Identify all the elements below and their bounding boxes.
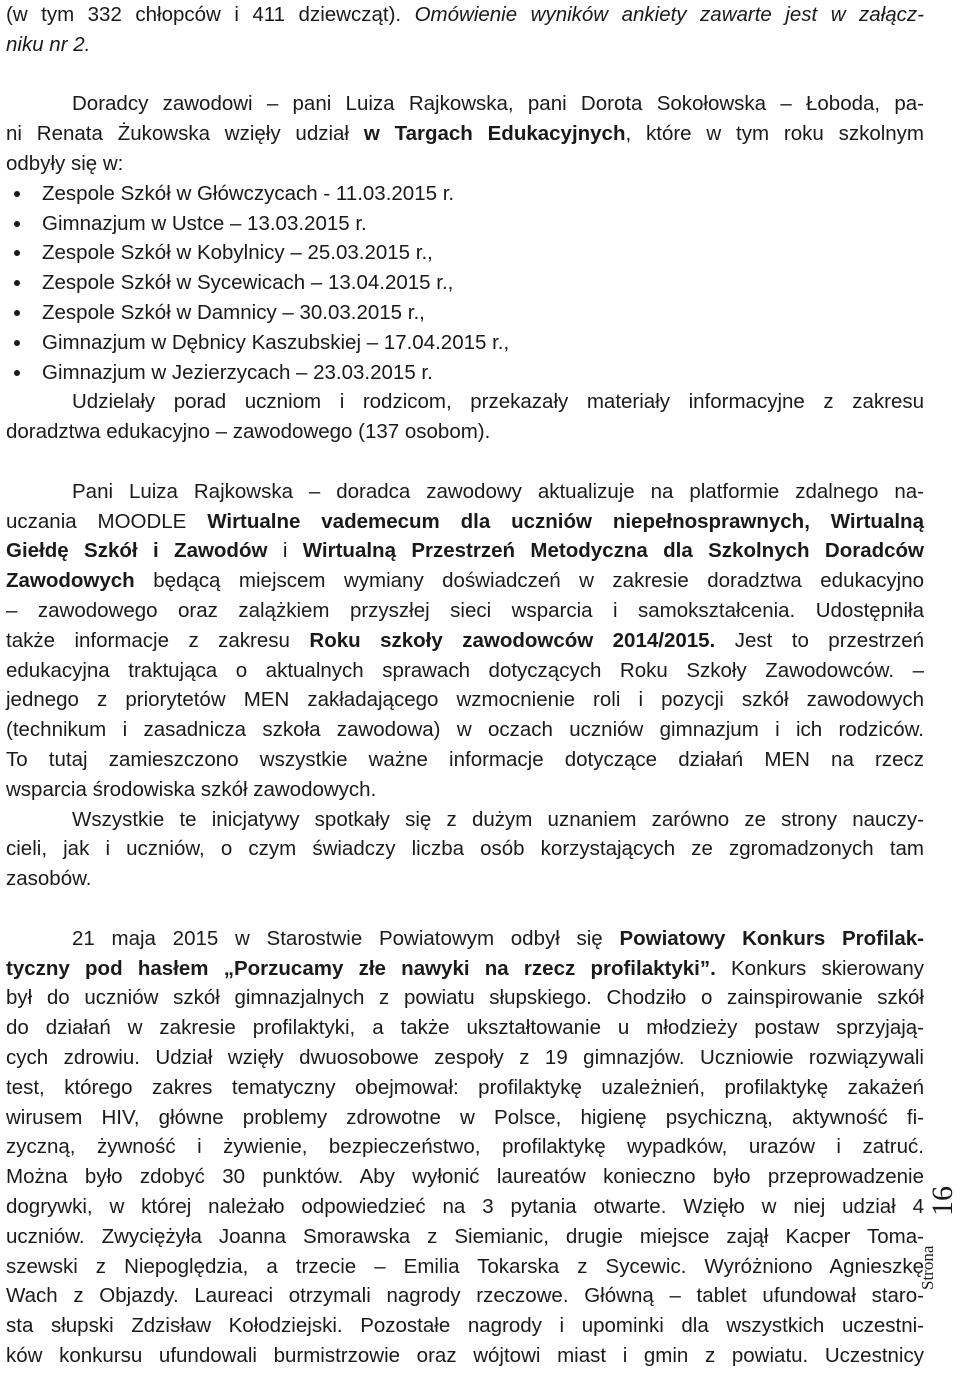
text-run: Gimnazjum w Jezierzycach – 23.03.2015 r. (42, 360, 433, 384)
text-run: Wirtualną (830, 509, 924, 533)
text-run: Wszystkie te inicjatywy spotkały się z dużym uznaniem zarówno ze strony nauczy- (72, 807, 924, 831)
text-run: Doradcy zawodowi – pani Luiza Rajkowska, pani Dorota Sokołowska – Łoboda, pa- (72, 92, 924, 116)
text-run: Zespole Szkół w Główczycach - 11.03.2015 r. (42, 181, 455, 205)
text-line (6, 1045, 924, 1071)
text-run: Wirtualne vademecum dla uczniów niepełnosprawnych, (207, 509, 810, 533)
text-line (6, 836, 924, 862)
bullet-dot-icon (14, 340, 20, 346)
text-line (6, 1164, 924, 1190)
text-run: Wirtualną Przestrzeń Metodyczna dla Szkolnych Doradców (302, 539, 924, 563)
text-run: będącą miejscem wymiany doświadczeń w zakresie doradztwa edukacyjno (134, 569, 924, 593)
text-run: odbyły się w: (6, 152, 124, 175)
text-run: niku nr 2. (6, 32, 91, 56)
bullet-item (42, 300, 882, 326)
text-line (6, 1283, 924, 1309)
bullet-dot-icon (14, 370, 20, 376)
text-line (6, 956, 924, 982)
bullet-dot-icon (14, 191, 20, 197)
text-run: wirusem HIV, główne problemy zdrowotne w Polsce, higienę psychiczną, aktywność fi- (6, 1105, 924, 1129)
text-line (6, 419, 924, 445)
text-run: doradztwa edukacyjno – zawodowego (137 osobom). (6, 420, 491, 444)
text-line (6, 926, 924, 952)
text-line (6, 1224, 924, 1250)
text-line (6, 389, 924, 415)
text-run: tyczny pod hasłem „Porzucamy złe nawyki na rzecz profilaktyki”. (6, 956, 716, 980)
text-run: test, którego zakres tematyczny obejmował: profilaktykę uzależnień, profilaktykę zakażeń (6, 1075, 924, 1099)
text-run: To tutaj zamieszczono wszystkie ważne informacje dotyczące działań MEN na rzecz (6, 748, 924, 771)
text-run: – zawodowego oraz zalążkiem przyszłej sieci wsparcia i samokształcenia. Udostępniła (6, 599, 924, 622)
text-line (6, 598, 924, 624)
page-number-label: Strona (918, 1245, 937, 1290)
bullet-item (42, 211, 882, 237)
text-run: Wach z Objazdy. Laureaci otrzymali nagrody rzeczowe. Główną – tablet ufundował staro- (6, 1284, 924, 1308)
text-run: dogrywki, w której należało odpowiedzieć na 3 pytania otwarte. Wzięło w niej udział 4 (6, 1195, 924, 1218)
text-line (6, 509, 924, 535)
text-run: ni Renata Żukowska wzięły udział (6, 122, 364, 146)
text-run: zyczną, żywność i żywienie, bezpieczeństwo, profilaktykę wypadków, urazów i zatruć. (6, 1135, 924, 1159)
text-run: szewski z Niepoględzia, a trzecie – Emilia Tokarska z Sycewic. Wyróżniono Agnieszkę (6, 1254, 924, 1278)
text-run: w Targach Edukacyjnych (363, 122, 626, 146)
text-run: Udzielały porad uczniom i rodzicom, przekazały materiały informacyjne z zakresu (72, 390, 924, 414)
text-line (6, 717, 924, 743)
text-line (6, 91, 924, 117)
page-number (918, 1170, 959, 1290)
text-run: i (267, 539, 303, 563)
text-run: cych zdrowiu. Udział wzięły dwuosobowe zespoły z 19 gimnazjów. Uczniowie rozwiązywali (6, 1046, 924, 1069)
text-line (6, 1313, 924, 1339)
text-run: Omówienie wyników ankiety zawarte jest w załącz- (414, 3, 924, 26)
text-line (6, 985, 924, 1011)
text-line (6, 1343, 924, 1369)
text-run: Jest to przestrzeń (715, 628, 925, 652)
bullet-dot-icon (14, 280, 20, 286)
text-run: wsparcia środowiska szkół zawodowych. (6, 777, 377, 801)
text-line (6, 151, 924, 177)
text-run: uczania MOODLE (6, 509, 208, 533)
text-line (6, 1254, 924, 1280)
text-line (6, 568, 924, 594)
text-run: Pani Luiza Rajkowska – doradca zawodowy aktualizuje na platformie zdalnego na- (72, 479, 924, 503)
bullet-item (42, 181, 882, 207)
bullet-item (42, 270, 882, 296)
text-line (6, 1075, 924, 1101)
text-run: Zawodowych (6, 569, 135, 593)
text-line (6, 628, 924, 654)
text-line (6, 1134, 924, 1160)
text-line (6, 1194, 924, 1220)
page-number-value: 16 (926, 1186, 959, 1216)
text-run: Można było zdobyć 30 punktów. Aby wyłonić laureatów konieczno było przeprowadzenie (6, 1165, 924, 1189)
text-line (6, 687, 924, 713)
text-run: Zespole Szkół w Sycewicach – 13.04.2015 r., (42, 271, 454, 295)
text-run: Gimnazjum w Ustce – 13.03.2015 r. (42, 211, 367, 235)
text-run (810, 510, 831, 533)
text-run: , które w tym roku szkolnym (625, 122, 924, 146)
text-line (6, 777, 924, 803)
text-run: (technikum i zasadnicza szkoła zawodowa) w oczach uczniów gimnazjum i ich rodziców. (6, 718, 924, 742)
text-run: 21 maja 2015 w Starostwie Powiatowym odbył się (72, 926, 620, 950)
text-run: Zespole Szkół w Damnicy – 30.03.2015 r., (42, 301, 425, 324)
bullet-dot-icon (14, 310, 20, 316)
text-run: do działań w zakresie profilaktyki, a także ukształtowanie u młodzieży postaw sprzyjają- (6, 1016, 924, 1040)
text-line (6, 2, 924, 28)
bullet-item (42, 330, 882, 356)
text-line (6, 1105, 924, 1131)
text-line (6, 32, 924, 58)
text-run: Zespole Szkół w Kobylnicy – 25.03.2015 r., (42, 241, 433, 265)
text-run: sta słupski Zdzisław Kołodziejski. Pozostałe nagrody i upominki dla wszystkich uczestni- (6, 1314, 924, 1338)
text-run: Giełdę Szkół i Zawodów (6, 539, 268, 563)
text-line (6, 658, 924, 684)
text-run: także informacje z zakresu (6, 628, 310, 652)
text-line (6, 807, 924, 833)
text-run: cieli, jak i uczniów, o czym świadczy liczba osób korzystających ze zgromadzonych tam (6, 837, 924, 861)
text-line (6, 538, 924, 564)
text-line (6, 479, 924, 505)
text-run: uczniów. Zwyciężyła Joanna Smorawska z Siemianic, drugie miejsce zajął Kacper Toma- (6, 1224, 924, 1248)
text-run: Konkurs skierowany (715, 956, 924, 980)
text-run: edukacyjna traktująca o aktualnych sprawach dotyczących Roku Szkoły Zawodowców. – (6, 658, 924, 682)
text-line (6, 1015, 924, 1041)
text-run: Roku szkoły zawodowców 2014/2015. (309, 628, 716, 652)
bullet-dot-icon (14, 221, 20, 227)
bullet-item (42, 240, 882, 266)
text-line (6, 121, 924, 147)
text-line (6, 866, 924, 892)
text-run: był do uczniów szkół gimnazjalnych z powiatu słupskiego. Chodziło o zainspirowanie szkół (6, 986, 924, 1010)
text-run: zasobów. (6, 867, 92, 891)
text-line (6, 747, 924, 773)
bullet-dot-icon (14, 250, 20, 256)
text-run: Gimnazjum w Dębnicy Kaszubskiej – 17.04.2015 r., (42, 330, 510, 354)
text-run: jednego z priorytetów MEN zakładającego wzmocnienie roli i pozycji szkół zawodowych (6, 688, 924, 712)
text-run: (w tym 332 chłopców i 411 dziewcząt). (6, 3, 415, 26)
bullet-item (42, 360, 882, 386)
text-run: Powiatowy Konkurs Profilak- (619, 926, 924, 950)
text-run: ków konkursu ufundowali burmistrzowie oraz wójtowi miast i gmin z powiatu. Uczestnicy (6, 1344, 924, 1367)
